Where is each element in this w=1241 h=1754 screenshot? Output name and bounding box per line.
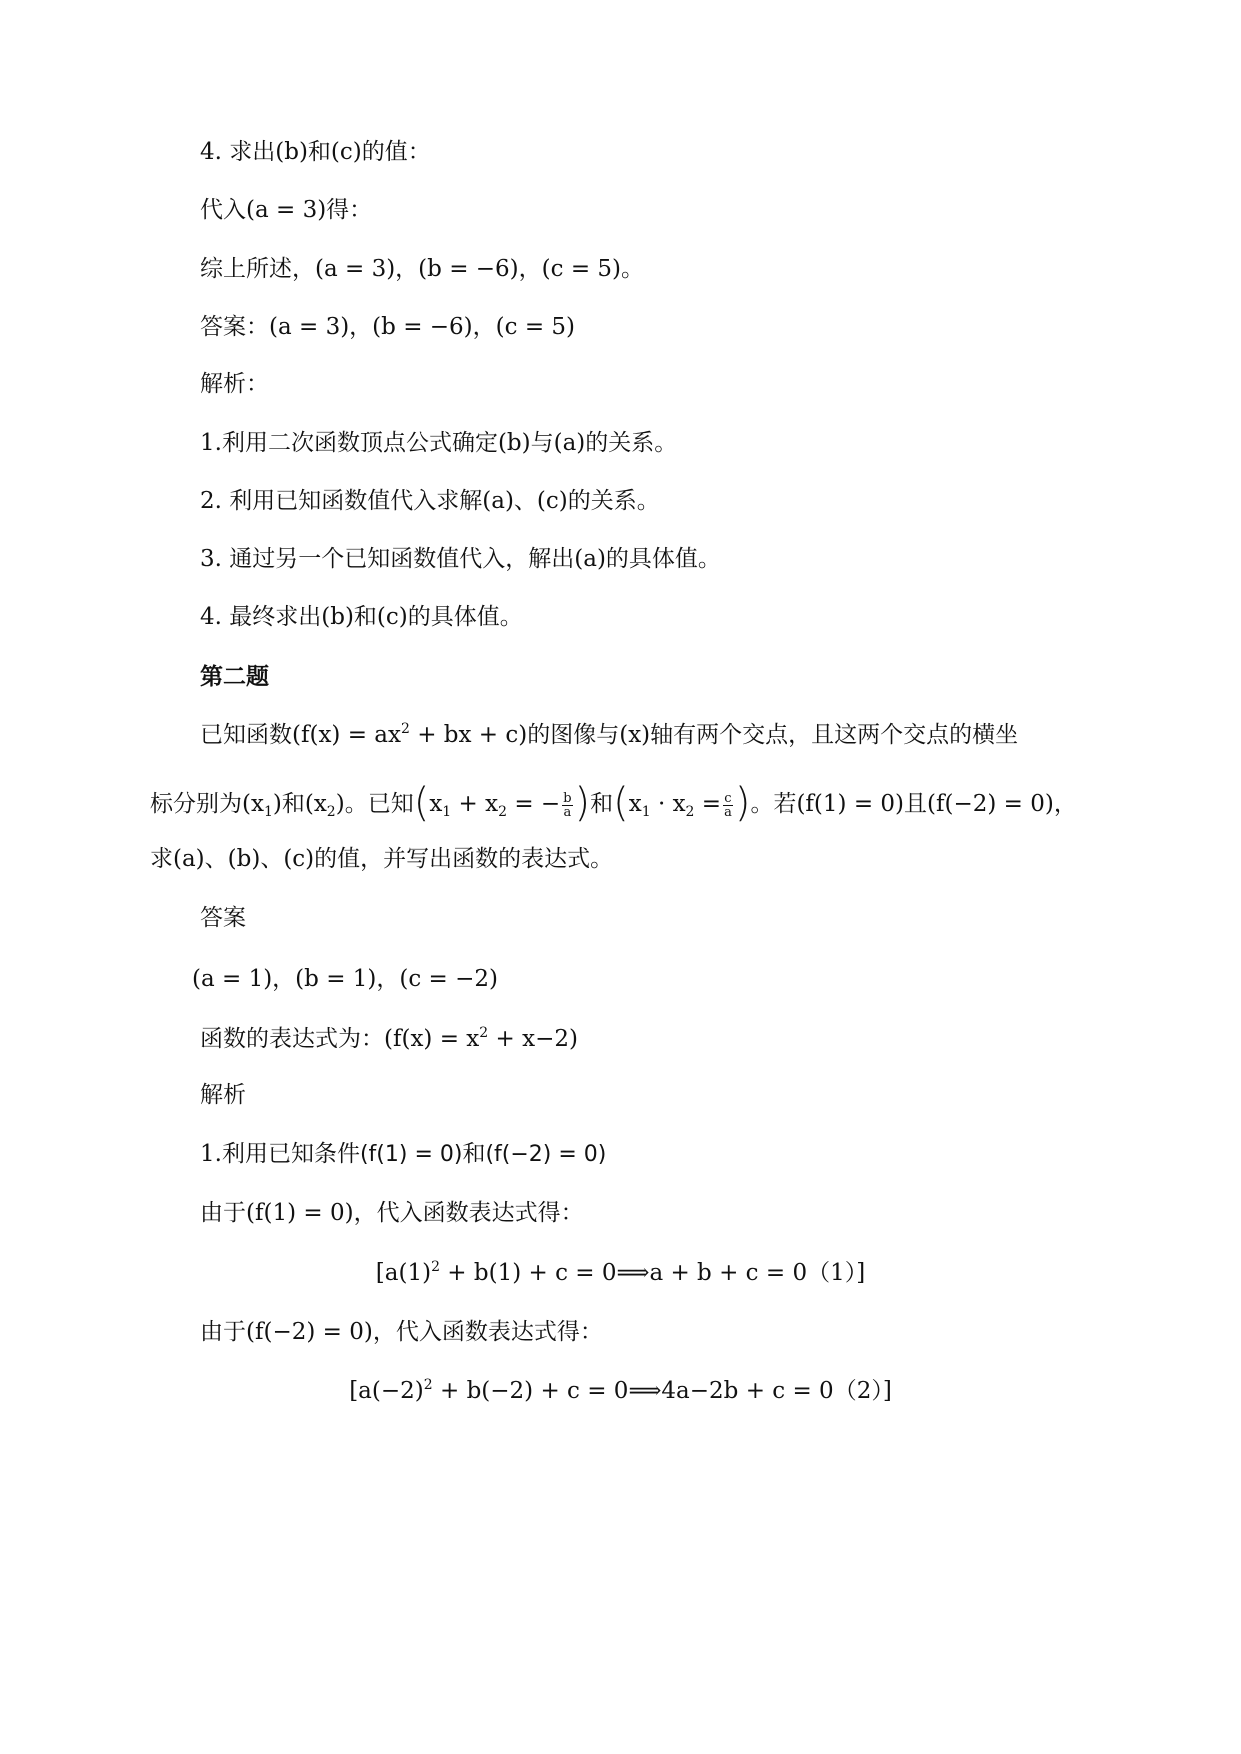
text-run: [a(−2) xyxy=(349,1378,424,1404)
subscript: 1 xyxy=(641,804,651,820)
subscript: 2 xyxy=(326,804,336,820)
fraction-b-over-a xyxy=(562,792,572,819)
text-run: )。已知 xyxy=(335,791,414,817)
equation-1 xyxy=(0,1256,1241,1290)
answer-line: 答案：(a = 3)，(b = −6)，(c = 5) xyxy=(200,314,576,340)
superscript: 2 xyxy=(431,1259,440,1275)
text-run: 和 xyxy=(590,791,614,817)
problem-line xyxy=(150,780,1077,826)
text-run: 。若(f(1) = 0)且(f(−2) = 0)， xyxy=(750,791,1077,817)
text-run: 标分别为(x xyxy=(150,791,264,817)
superscript: 2 xyxy=(479,1025,489,1041)
fraction-numerator: c xyxy=(724,790,732,806)
text-line: 综上所述，(a = 3)，(b = −6)，(c = 5)。 xyxy=(200,256,645,282)
condition-1: (f(1) = 0) xyxy=(359,1142,463,1167)
subscript: 1 xyxy=(263,804,273,820)
text-run: = xyxy=(694,791,722,817)
text-run: + bx + c)的图像与(x)轴有两个交点，且这两个交点的横坐 xyxy=(409,722,1019,748)
text-line: 由于(f(−2) = 0)，代入函数表达式得： xyxy=(200,1319,603,1345)
paren-right: ) xyxy=(574,780,591,826)
analysis-step: 3. 通过另一个已知函数值代入，解出(a)的具体值。 xyxy=(200,546,721,572)
fraction-c-over-a xyxy=(723,792,733,819)
text-run: = − xyxy=(507,791,561,817)
condition-2: (f(−2) = 0) xyxy=(485,1142,607,1167)
text-run: 已知函数(f(x) = ax xyxy=(200,722,401,748)
text-run: + b(1) + c = 0⟹a + b + c = 0（1）] xyxy=(439,1260,866,1286)
fraction-denominator: a xyxy=(724,804,732,820)
analysis-step: 1.利用二次函数顶点公式确定(b)与(a)的关系。 xyxy=(200,430,678,456)
text-run: x xyxy=(429,791,443,817)
text-line: 由于(f(1) = 0)，代入函数表达式得： xyxy=(200,1200,584,1226)
paren-left: ( xyxy=(613,780,629,826)
analysis-step: 4. 最终求出(b)和(c)的具体值。 xyxy=(200,604,523,630)
equation-2 xyxy=(0,1374,1241,1408)
problem-line: 求(a)、(b)、(c)的值，并写出函数的表达式。 xyxy=(150,846,614,872)
analysis-step: 2. 利用已知函数值代入求解(a)、(c)的关系。 xyxy=(200,488,660,514)
text-run: 1.利用已知条件 xyxy=(200,1141,360,1167)
text-run: )和(x xyxy=(272,791,327,817)
function-expression xyxy=(200,1022,578,1056)
section-heading: 第二题 xyxy=(200,664,269,690)
text-run: + b(−2) + c = 0⟹4a−2b + c = 0（2）] xyxy=(432,1378,892,1404)
fraction-numerator: b xyxy=(563,790,572,806)
problem-line xyxy=(200,718,1018,752)
answer-values: (a = 1)，(b = 1)，(c = −2) xyxy=(192,966,499,992)
fraction-denominator: a xyxy=(563,804,572,820)
superscript: 2 xyxy=(400,721,410,737)
text-line: 代入(a = 3)得： xyxy=(200,197,373,223)
text-run: + x xyxy=(451,791,499,817)
text-line: 4. 求出(b)和(c)的值： xyxy=(200,139,431,165)
answer-label: 答案 xyxy=(200,905,246,931)
text-run: · x xyxy=(650,791,686,817)
analysis-label: 解析： xyxy=(200,371,269,397)
text-run: x xyxy=(628,791,642,817)
analysis-step xyxy=(200,1137,606,1171)
text-run: + x−2) xyxy=(488,1026,578,1052)
subscript: 2 xyxy=(498,804,508,820)
analysis-label: 解析 xyxy=(200,1082,246,1108)
superscript: 2 xyxy=(423,1377,433,1393)
text-run: 和 xyxy=(462,1141,486,1167)
subscript: 2 xyxy=(685,804,695,820)
text-run: [a(1) xyxy=(375,1260,432,1286)
subscript: 1 xyxy=(442,804,452,820)
paren-right: ) xyxy=(734,780,751,826)
text-run: 函数的表达式为：(f(x) = x xyxy=(200,1026,480,1052)
paren-left: ( xyxy=(413,780,430,826)
